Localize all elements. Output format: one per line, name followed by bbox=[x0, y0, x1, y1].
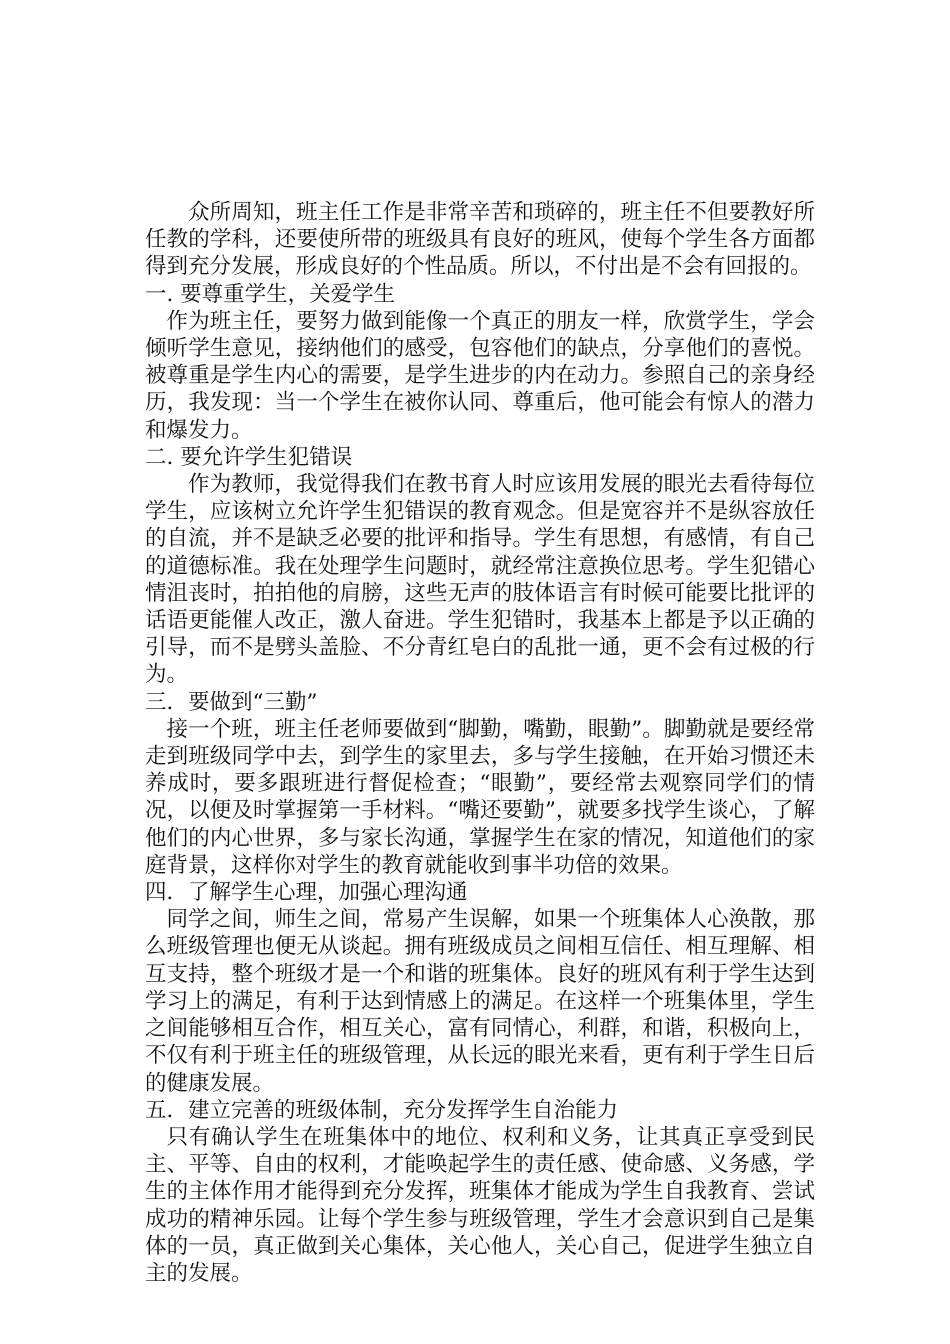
intro-paragraph: 众所周知，班主任工作是非常辛苦和琐碎的，班主任不但要教好所任教的学科，还要使所带的班级具有良好的班风，使每个学生各方面都得到充分发展，形成良好的个性品质。所以，不付出是不会有回报的。 bbox=[145, 200, 815, 280]
section-1-body: 作为班主任，要努力做到能像一个真正的朋友一样，欣赏学生，学会倾听学生意见，接纳他们的感受，包容他们的缺点，分享他们的喜悦。被尊重是学生内心的需要，是学生进步的内在动力。参照自己的亲身经历，我发现：当一个学生在被你认同、尊重后，他可能会有惊人的潜力和爆发力。 bbox=[145, 308, 815, 443]
section-3-body: 接一个班，班主任老师要做到“脚勤，嘴勤，眼勤”。脚勤就是要经常走到班级同学中去，到学生的家里去，多与学生接触，在开始习惯还未养成时，要多跟班进行督促检查；“眼勤”，要经常去观察同学们的情况，以便及时掌握第一手材料。“嘴还要勤”，就要多找学生谈心，了解他们的内心世界，多与家长沟通，掌握学生在家的情况，知道他们的家庭背景，这样你对学生的教育就能收到事半功倍的效果。 bbox=[145, 716, 815, 878]
section-5-body: 只有确认学生在班集体中的地位、权利和义务，让其真正享受到民主、平等、自由的权利，才能唤起学生的责任感、使命感、义务感，学生的主体作用才能得到充分发挥，班集体才能成为学生自我教育、尝试成功的精神乐园。让每个学生参与班级管理，学生才会意识到自己是集体的一员，真正做到关心集体，关心他人，关心自己，促进学生独立自主的发展。 bbox=[145, 1124, 815, 1286]
section-3-heading: 三．要做到“三勤” bbox=[145, 689, 318, 715]
section-2-heading: 二. 要允许学生犯错误 bbox=[145, 444, 353, 470]
section-2-body: 作为教师，我觉得我们在教书育人时应该用发展的眼光去看待每位学生，应该树立允许学生犯错误的教育观念。但是宽容并不是纵容放任的自流，并不是缺乏必要的批评和指导。学生有思想，有感情，有自己的道德标准。我在处理学生问题时，就经常注意换位思考。学生犯错心情沮丧时，拍拍他的肩膀，这些无声的肢体语言有时候可能要比批评的话语更能催人改正，激人奋进。学生犯错时，我基本上都是予以正确的引导，而不是劈头盖脸、不分青红皂白的乱批一通，更不会有过极的行为。 bbox=[145, 472, 815, 688]
section-1-heading: 一. 要尊重学生，关爱学生 bbox=[145, 281, 396, 307]
document-page bbox=[145, 199, 815, 1287]
section-5-heading: 五．建立完善的班级体制，充分发挥学生自治能力 bbox=[145, 1097, 619, 1123]
section-4-body: 同学之间，师生之间，常易产生误解，如果一个班集体人心涣散，那么班级管理也便无从谈起。拥有班级成员之间相互信任、相互理解、相互支持，整个班级才是一个和谐的班集体。良好的班风有利于学生达到学习上的满足，有利于达到情感上的满足。在这样一个班集体里，学生之间能够相互合作，相互关心，富有同情心，利群，和谐，积极向上，不仅有利于班主任的班级管理，从长远的眼光来看，更有利于学生日后的健康发展。 bbox=[145, 907, 815, 1096]
section-4-heading: 四．了解学生心理，加强心理沟通 bbox=[145, 880, 468, 906]
